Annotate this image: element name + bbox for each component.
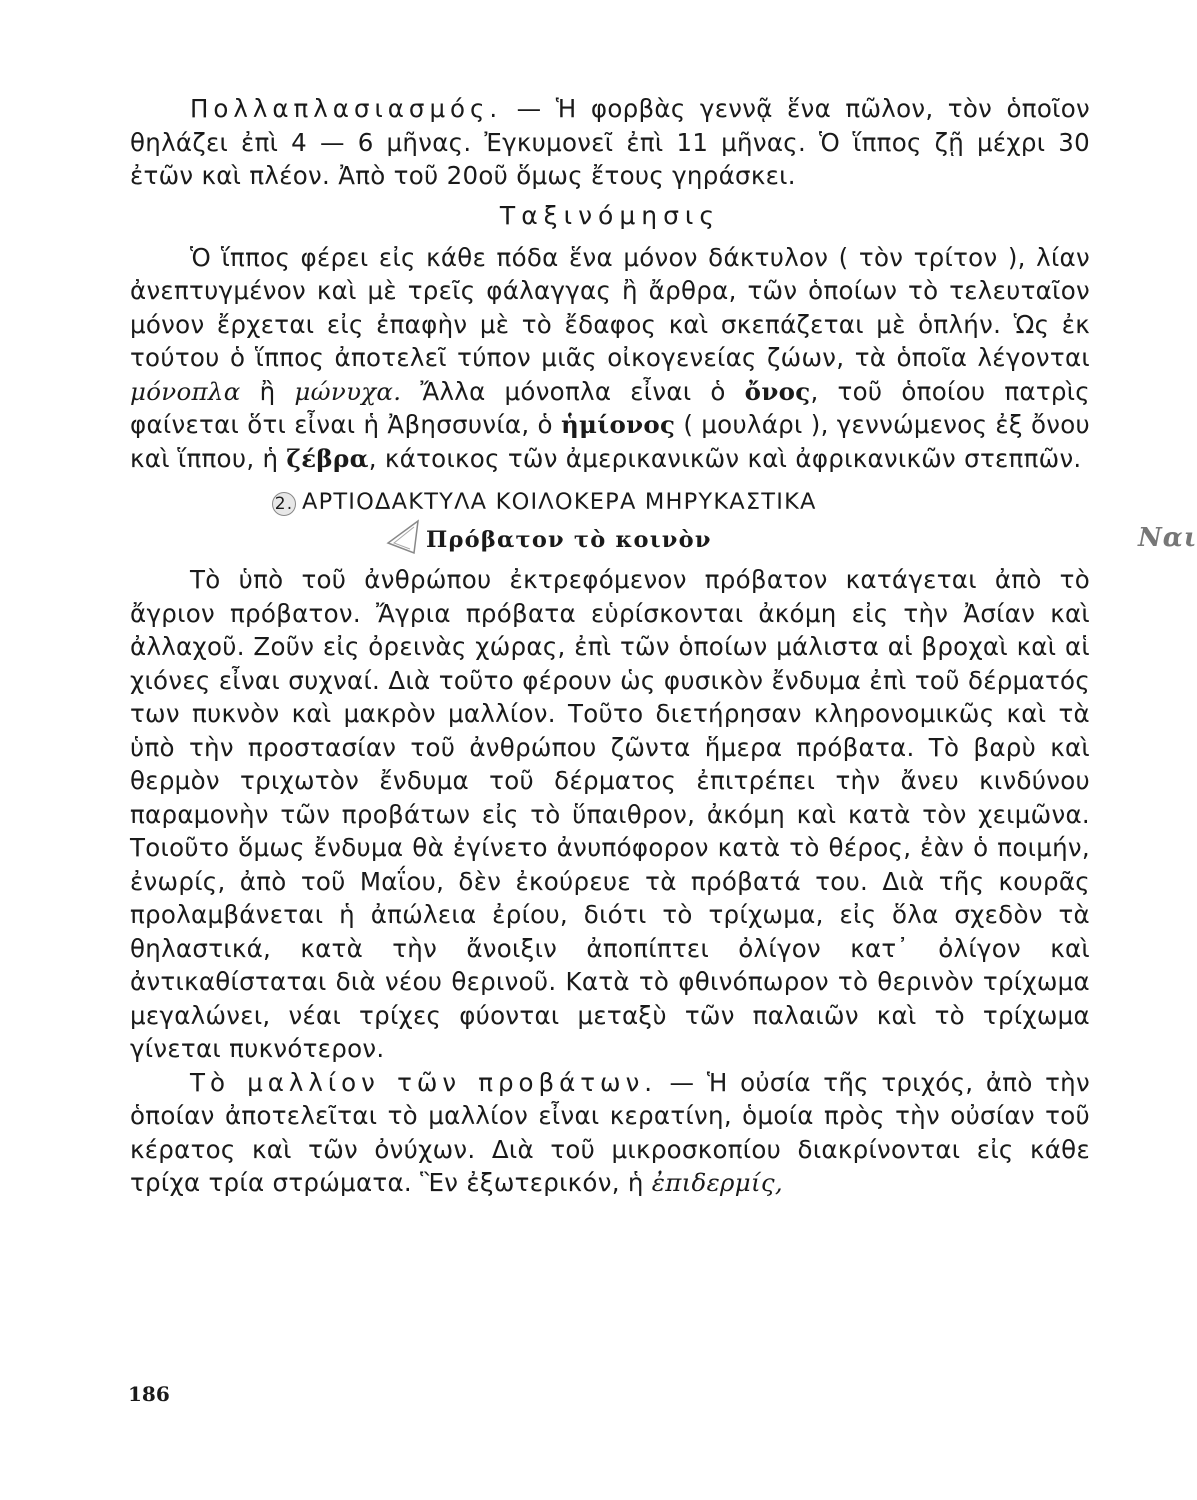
- paragraph-text: — Ἡ φορβὰς γεννᾷ ἕνα πῶλον, τὸν ὁποῖον θηλάζει ἐπὶ 4 — 6 μῆνας. Ἐγκυμονεῖ ἐπὶ 11 μῆνας. Ὁ ἵππος ζῇ μέχρι 30 ἐτῶν καὶ πλέον. Ἀπὸ τοῦ 20οῦ ὅμως ἔτους γηράσκει.: [130, 94, 1090, 190]
- text-run: ( μουλάρι ), γεννώμενος ἐξ ὄνου καὶ ἵππου, ἡ: [130, 410, 1090, 473]
- subsection-heading: [426, 523, 1197, 557]
- paragraph-text: — Ἡ οὐσία τῆς τριχός, ἀπὸ τὴν ὁποίαν ἀποτελεῖται τὸ μαλλίον εἶναι κερατίνη, ὁμοία πρὸς τὴν οὐσίαν τοῦ κέρατος καὶ τῶν ὀνύχων. Διὰ τοῦ μικροσκοπίου διακρίνονται εἰς κάθε τρίχα τρία στρώματα. Ἓν ἐξωτερικόν, ἡ: [130, 1067, 1090, 1197]
- pencil-note: Ναι: [1138, 523, 1197, 553]
- subsection-title: Πρόβατον τὸ κοινὸν: [426, 527, 712, 553]
- bold-term: ἡμίονος: [560, 410, 676, 439]
- paragraph-lead: Τὸ μαλλίον τῶν προβάτων.: [190, 1067, 658, 1097]
- italic-term: μόνοπλα: [130, 376, 241, 406]
- paragraph-sheep: Τὸ ὑπὸ τοῦ ἀνθρώπου ἐκτρεφόμενον πρόβατον κατάγεται ἀπὸ τὸ ἄγριον πρόβατον. Ἄγρια πρόβατα εὑρίσκονται ἀκόμη εἰς τὴν Ἀσίαν καὶ ἀλλαχοῦ. Ζοῦν εἰς ὀρεινὰς χώρας, ἐπὶ τῶν ὁποίων μάλιστα αἱ βροχαὶ καὶ αἱ χιόνες εἶναι συχναί. Διὰ τοῦτο φέρουν ὡς φυσικὸν ἔνδυμα ἐπὶ τοῦ δέρματός των πυκνὸν καὶ μακρὸν μαλλίον. Τοῦτο διετήρησαν κληρονομικῶς καὶ τὰ ὑπὸ τὴν προστασίαν τοῦ ἀνθρώπου ζῶντα ἥμερα πρόβατα. Τὸ βαρὺ καὶ θερμὸν τριχωτὸν ἔνδυμα τοῦ δέρματος ἐπιτρέπει τὴν ἄνευ κινδύνου παραμονὴν τῶν προβάτων εἰς τὸ ὕπαιθρον, ἀκόμη καὶ κατὰ τὸν χειμῶνα. Τοιοῦτο ὅμως ἔνδυμα θὰ ἐγίνετο ἀνυπόφορον κατὰ τὸ θέρος, ἐὰν ὁ ποιμήν, ἐνωρίς, ἀπὸ τοῦ Μαΐου, δὲν ἐκούρευε τὰ πρόβατά του. Διὰ τῆς κουρᾶς προλαμβάνεται ἡ ἀπώλεια ἐρίου, διότι τὸ τρίχωμα, εἰς ὅλα σχεδὸν τὰ θηλαστικά, κατὰ τὴν ἄνοιξιν ἀποπίπτει ὀλίγον κατ᾽ ὀλίγον καὶ ἀντικαθίσταται διὰ νέου θερινοῦ. Κατὰ τὸ φθινόπωρον τὸ θερινὸν τρίχωμα μεγαλώνει, νέαι τρίχες φύονται μεταξὺ τῶν παλαιῶν καὶ τὸ τρίχωμα γίνεται πυκνότερον.: [130, 565, 1090, 1063]
- section-number: 2.: [272, 492, 296, 516]
- text-run: ἢ: [240, 376, 295, 406]
- italic-term: μώνυχα.: [294, 376, 402, 406]
- italic-term: ἐπιδερμίς,: [651, 1168, 783, 1197]
- bold-term: ὄνος: [744, 376, 811, 406]
- section-heading: [272, 485, 1090, 519]
- paragraph-classification: [130, 241, 1090, 476]
- paragraph-reproduction: [130, 92, 1090, 193]
- page-number: 186: [128, 1382, 170, 1406]
- page-body: [130, 92, 1197, 1200]
- text-run: Ἄλλα μόνοπλα εἶναι ὁ: [401, 376, 745, 406]
- bold-term: ζέβρα: [286, 443, 369, 473]
- pencil-arrow-icon: [384, 517, 420, 557]
- text-run: Ὁ ἵππος φέρει εἰς κάθε πόδα ἕνα μόνον δάκτυλον ( τὸν τρίτον ), λίαν ἀνεπτυγμένον καὶ μὲ τρεῖς φάλαγγας ἢ ἄρθρα, τῶν ὁποίων τὸ τελευταῖον μόνον ἔρχεται εἰς ἐπαφὴν μὲ τὸ ἔδαφος καὶ σκεπάζεται μὲ ὁπλήν. Ὡς ἐκ τούτου ὁ ἵππος ἀποτελεῖ τύπον μιᾶς οἰκογενείας ζώων, τὰ ὁποῖα λέγονται: [130, 242, 1090, 372]
- text-run: , κάτοικος τῶν ἀμερικανικῶν καὶ ἀφρικανικῶν στεππῶν.: [368, 443, 1082, 473]
- text-run: , τοῦ ὁποίου πατρὶς φαίνεται ὅτι εἶναι ἡ Ἀβησσυνία, ὁ: [130, 376, 1090, 439]
- paragraph-lead: Πολλαπλασιασμός.: [190, 94, 503, 123]
- paragraph-wool: [130, 1066, 1090, 1200]
- section-title: ΑΡΤΙΟΔΑΚΤΥΛΑ ΚΟΙΛΟΚΕΡΑ ΜΗΡΥΚΑΣΤΙΚΑ: [302, 489, 817, 515]
- heading-classification: Ταξινόμησις: [499, 200, 721, 230]
